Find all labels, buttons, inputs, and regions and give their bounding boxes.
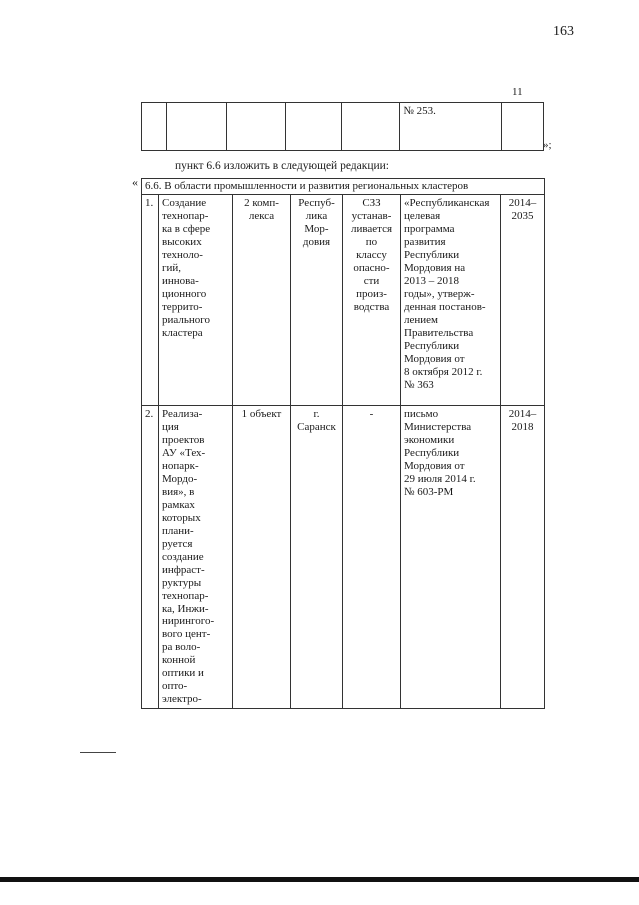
cell-line: ция <box>162 420 179 433</box>
cell-line: довия <box>302 235 331 248</box>
cell-line: лика <box>305 209 328 222</box>
table-cell <box>341 103 399 151</box>
cell-line: гий, <box>162 261 182 274</box>
cell-line: ционного <box>162 287 207 300</box>
cell-line: 2014– <box>508 407 537 420</box>
cell-line: руктуры <box>162 576 202 589</box>
quantity <box>233 194 291 405</box>
cell-line: годы», утверж- <box>404 287 475 300</box>
table-row <box>142 103 544 151</box>
cell-line: Респуб- <box>298 196 335 209</box>
cell-line: экономики <box>404 433 455 446</box>
cell-line: Мор- <box>304 222 329 235</box>
cell-line: 2013 – 2018 <box>404 274 459 287</box>
cell-line: произ- <box>356 287 387 300</box>
section-header: 6.6. В области промышленности и развития региональных кластеров <box>142 179 545 195</box>
cell-line: Республики <box>404 339 460 352</box>
cell-line: ка, Инжи- <box>162 602 209 615</box>
cell-line: Мордовия на <box>404 261 466 274</box>
footnote-rule <box>80 752 116 753</box>
cell-line: ливается <box>350 222 393 235</box>
cell-line: иннова- <box>162 274 199 287</box>
row-number: 2. <box>142 405 159 708</box>
cell-line: нопарк- <box>162 459 199 472</box>
cell-line: «Республиканская <box>404 196 490 209</box>
cell-line: высоких <box>162 235 202 248</box>
cell-line: Республики <box>404 446 460 459</box>
page-sub-number: 11 <box>512 86 523 98</box>
cell-line: 2018 <box>511 420 534 433</box>
project-name <box>159 405 233 708</box>
cell-line: устанав- <box>351 209 392 222</box>
project-name <box>159 194 233 405</box>
cell-line: нирингого- <box>162 615 215 628</box>
cell-line: технопар- <box>162 209 209 222</box>
cell-line: опасно- <box>353 261 390 274</box>
cell-line: 2014– <box>508 196 537 209</box>
cell-line: Саранск <box>297 420 336 433</box>
cell-line: сти <box>363 274 380 287</box>
opening-quote: « <box>132 175 138 189</box>
cell-line: которых <box>162 511 201 524</box>
cell-line: проектов <box>162 433 205 446</box>
table-cell <box>285 103 341 151</box>
cell-line: плани- <box>162 524 194 537</box>
cell-line: техноло- <box>162 248 203 261</box>
cell-line: - <box>369 407 374 420</box>
cell-line: СЗЗ <box>362 196 381 209</box>
closing-quote: »; <box>543 139 552 151</box>
cell-line: вого цент- <box>162 628 211 641</box>
table-cell <box>227 103 285 151</box>
cell-line: денная постанов- <box>404 300 486 313</box>
cell-line: Реализа- <box>162 407 203 420</box>
cell-line: 1 объект <box>241 407 282 420</box>
cell-line: по <box>365 235 378 248</box>
cell-line: 2 комп- <box>244 196 279 209</box>
legal-basis <box>401 405 501 708</box>
table-cell <box>501 103 543 151</box>
continuation-table <box>141 102 544 151</box>
cell-line: кластера <box>162 326 203 339</box>
cell-line: Республики <box>404 248 460 261</box>
location <box>291 405 343 708</box>
cell-line: Мордовия от <box>404 352 465 365</box>
table-row <box>142 194 545 405</box>
quantity <box>233 405 291 708</box>
cell-line: Мордо- <box>162 472 198 485</box>
cell-line: лением <box>404 313 438 326</box>
table-row <box>142 405 545 708</box>
scan-edge-band <box>0 877 639 882</box>
section-header-row <box>142 179 545 195</box>
period <box>501 405 545 708</box>
cell-line: создание <box>162 550 204 563</box>
table-cell <box>166 103 227 151</box>
cell-line: письмо <box>404 407 439 420</box>
legal-basis <box>401 194 501 405</box>
cell-line: г. <box>313 407 320 420</box>
cell-line: ка в сфере <box>162 222 211 235</box>
cell-line: рамках <box>162 498 195 511</box>
cell-line: АУ «Тех- <box>162 446 206 459</box>
location <box>291 194 343 405</box>
cell-line: инфраст- <box>162 563 205 576</box>
cell-line: 29 июля 2014 г. <box>404 472 476 485</box>
cell-line: Мордовия от <box>404 459 465 472</box>
cell-line: целевая <box>404 209 441 222</box>
cell-line: программа <box>404 222 455 235</box>
cell-line: конной <box>162 654 196 667</box>
row-number: 1. <box>142 194 159 405</box>
cell-line: вия», в <box>162 485 195 498</box>
sanitary-zone <box>343 405 401 708</box>
cell-line: оптики и <box>162 667 204 680</box>
page-number: 163 <box>553 24 574 39</box>
cell-line: № 363 <box>404 378 434 391</box>
cell-line: 8 октября 2012 г. <box>404 365 483 378</box>
cell-line: Правительства <box>404 326 474 339</box>
main-table <box>141 178 545 709</box>
cell-line: Создание <box>162 196 207 209</box>
cell-line: руется <box>162 537 193 550</box>
cell-line: развития <box>404 235 446 248</box>
period <box>501 194 545 405</box>
cell-line: лекса <box>248 209 275 222</box>
cell-line: технопар- <box>162 589 209 602</box>
cell-line: электро- <box>162 693 202 706</box>
cell-line: Министерства <box>404 420 472 433</box>
instruction-text: пункт 6.6 изложить в следующей редакции: <box>175 160 389 172</box>
cell-line: ра воло- <box>162 641 201 654</box>
table-cell: № 253. <box>400 103 502 151</box>
cell-line: опто- <box>162 680 188 693</box>
cell-line: классу <box>356 248 387 261</box>
cell-line: водства <box>353 300 390 313</box>
cell-line: риального <box>162 313 210 326</box>
table-cell <box>142 103 167 151</box>
cell-line: 2035 <box>511 209 534 222</box>
sanitary-zone <box>343 194 401 405</box>
cell-line: террито- <box>162 300 203 313</box>
cell-line: № 603-РМ <box>404 485 454 498</box>
